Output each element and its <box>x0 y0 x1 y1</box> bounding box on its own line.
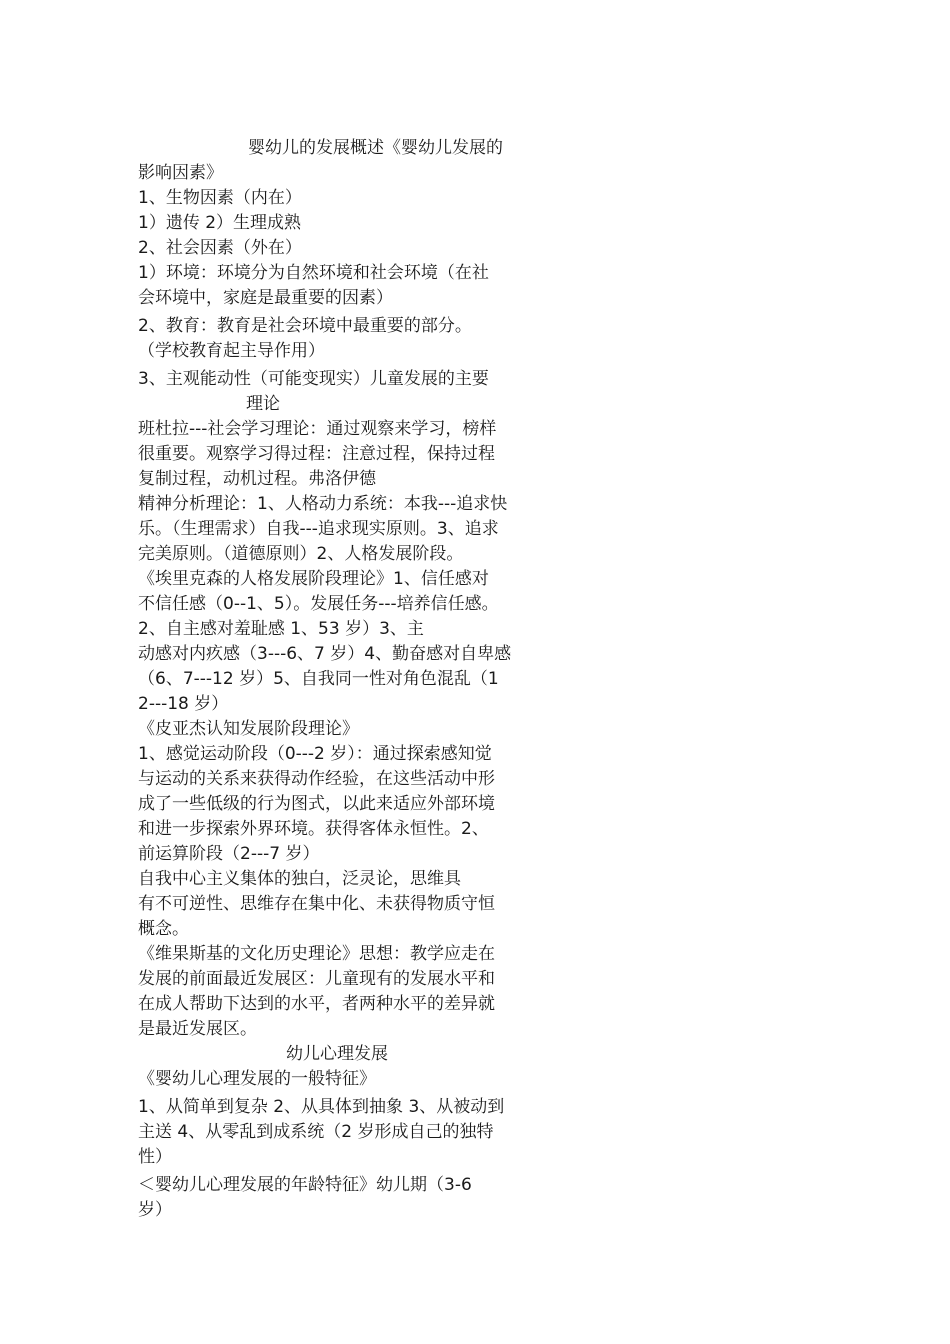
text-line: 《埃里克森的人格发展阶段理论》1、信任感对 <box>138 569 489 589</box>
text-line: 在成人帮助下达到的水平，者两种水平的差异就 <box>138 994 495 1014</box>
text-line: 发展的前面最近发展区：儿童现有的发展水平和 <box>138 969 495 989</box>
section-heading: 幼儿心理发展 <box>286 1044 388 1064</box>
text-line: 1）遗传 2）生理成熟 <box>138 213 302 233</box>
text-line: 复制过程，动机过程。弗洛伊德 <box>138 469 376 489</box>
text-line: 1、感觉运动阶段（0---2 岁）：通过探索感知觉 <box>138 744 492 764</box>
text-line: 性） <box>138 1147 172 1167</box>
text-line: 动感对内疚感（3---6、7 岁）4、勤奋感对自卑感 <box>138 644 512 664</box>
text-line: 1）环境：环境分为自然环境和社会环境（在社 <box>138 263 489 283</box>
text-line: 2、社会因素（外在） <box>138 238 302 258</box>
text-line: ＜婴幼儿心理发展的年龄特征》幼儿期（3-6 <box>138 1175 472 1195</box>
text-line: 班杜拉---社会学习理论：通过观察来学习，榜样 <box>138 419 497 439</box>
text-line: 是最近发展区。 <box>138 1019 257 1039</box>
text-line: 《婴幼儿心理发展的一般特征》 <box>138 1069 376 1089</box>
text-line: 完美原则。（道德原则）2、人格发展阶段。 <box>138 544 464 564</box>
text-line: 2、教育：教育是社会环境中最重要的部分。 <box>138 316 472 336</box>
text-line: 自我中心主义集体的独白，泛灵论，思维具 <box>138 869 461 889</box>
text-line: 乐。（生理需求）自我---追求现实原则。3、追求 <box>138 519 499 539</box>
text-line: 岁） <box>138 1200 172 1220</box>
text-line: 2---18 岁） <box>138 694 229 714</box>
text-line: 精神分析理论：1、人格动力系统：本我---追求快 <box>138 494 508 514</box>
text-line: 《皮亚杰认知发展阶段理论》 <box>138 719 359 739</box>
text-line: 2、自主感对羞耻感 1、53 岁）3、主 <box>138 619 424 639</box>
text-line: 不信任感（0--1、5）。发展任务---培养信任感。 <box>138 594 499 614</box>
text-line: 影响因素》 <box>138 163 223 183</box>
section-heading: 理论 <box>246 394 280 414</box>
text-line: 会环境中，家庭是最重要的因素） <box>138 288 393 308</box>
text-line: 成了一些低级的行为图式，以此来适应外部环境 <box>138 794 495 814</box>
text-line: 主送 4、从零乱到成系统（2 岁形成自己的独特 <box>138 1122 494 1142</box>
text-line: 概念。 <box>138 919 189 939</box>
text-line: 与运动的关系来获得动作经验，在这些活动中形 <box>138 769 495 789</box>
text-line: 1、从简单到复杂 2、从具体到抽象 3、从被动到 <box>138 1097 505 1117</box>
text-line: 《维果斯基的文化历史理论》思想：教学应走在 <box>138 944 495 964</box>
text-line: 有不可逆性、思维存在集中化、未获得物质守恒 <box>138 894 495 914</box>
text-line: 很重要。观察学习得过程：注意过程，保持过程 <box>138 444 495 464</box>
document-title-line: 婴幼儿的发展概述《婴幼儿发展的 <box>248 138 503 158</box>
text-line: 和进一步探索外界环境。获得客体永恒性。2、 <box>138 819 489 839</box>
text-line: 1、生物因素（内在） <box>138 188 302 208</box>
text-line: 3、主观能动性（可能变现实）儿童发展的主要 <box>138 369 489 389</box>
document-body <box>138 136 550 1223</box>
text-line: 前运算阶段（2---7 岁） <box>138 844 320 864</box>
text-line: （6、7---12 岁）5、自我同一性对角色混乱（1 <box>138 669 499 689</box>
text-line: （学校教育起主导作用） <box>138 341 325 361</box>
